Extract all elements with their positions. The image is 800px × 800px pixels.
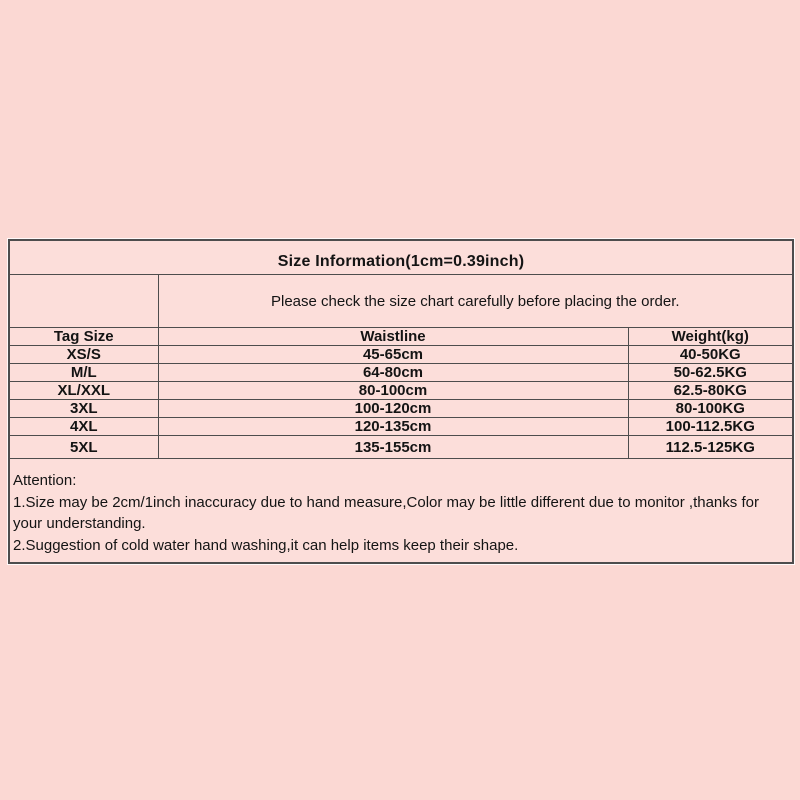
column-header-weight: Weight(kg)	[628, 328, 793, 346]
table-row-xs-s	[9, 346, 793, 364]
table-subtitle: Please check the size chart carefully before placing the order.	[158, 275, 793, 328]
waistline-value: 80-100cm	[158, 382, 628, 400]
column-header-waistline: Waistline	[158, 328, 628, 346]
column-header-tag-size: Tag Size	[9, 328, 158, 346]
weight-value: 62.5-80KG	[628, 382, 793, 400]
tag-size-value: XL/XXL	[9, 382, 158, 400]
tag-size-value: M/L	[9, 364, 158, 382]
attention-row	[9, 459, 793, 564]
tag-size-value: XS/S	[9, 346, 158, 364]
waistline-value: 64-80cm	[158, 364, 628, 382]
weight-value: 50-62.5KG	[628, 364, 793, 382]
tag-size-value: 5XL	[9, 436, 158, 459]
table-title: Size Information(1cm=0.39inch)	[9, 240, 793, 275]
weight-value: 112.5-125KG	[628, 436, 793, 459]
attention-note-2: 2.Suggestion of cold water hand washing,it can help items keep their shape.	[13, 536, 519, 554]
attention-note-1: 1.Size may be 2cm/1inch inaccuracy due to hand measure,Color may be little different due to monitor ,thanks for your understanding.	[13, 493, 759, 532]
weight-value: 80-100KG	[628, 400, 793, 418]
size-information-table	[8, 239, 794, 564]
subtitle-row	[9, 275, 793, 328]
table-row-xl-xxl	[9, 382, 793, 400]
empty-cell	[9, 275, 158, 328]
table-row-m-l	[9, 364, 793, 382]
column-header-row	[9, 328, 793, 346]
waistline-value: 120-135cm	[158, 418, 628, 436]
table-row-4xl	[9, 418, 793, 436]
table-row-3xl	[9, 400, 793, 418]
weight-value: 100-112.5KG	[628, 418, 793, 436]
title-row	[9, 240, 793, 275]
attention-section	[9, 459, 793, 564]
tag-size-value: 3XL	[9, 400, 158, 418]
tag-size-value: 4XL	[9, 418, 158, 436]
table-row-5xl	[9, 436, 793, 459]
waistline-value: 100-120cm	[158, 400, 628, 418]
weight-value: 40-50KG	[628, 346, 793, 364]
attention-heading: Attention:	[13, 472, 77, 489]
waistline-value: 45-65cm	[158, 346, 628, 364]
waistline-value: 135-155cm	[158, 436, 628, 459]
